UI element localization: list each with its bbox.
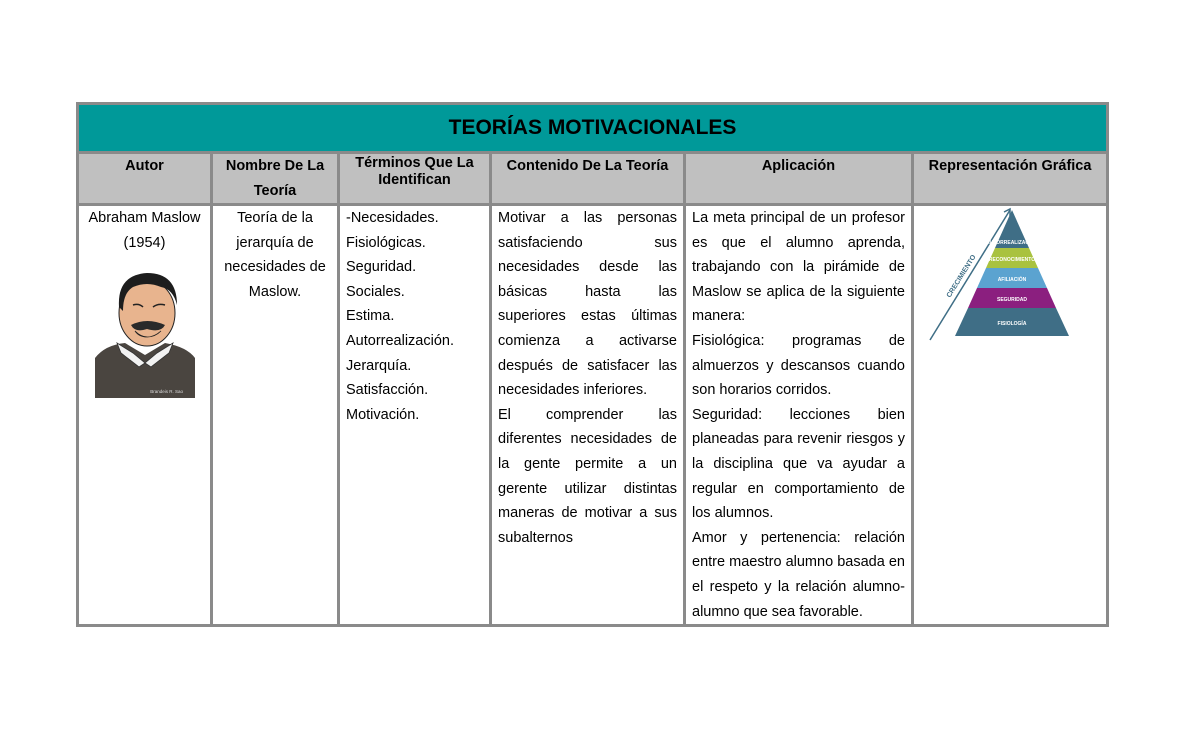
header-grafica: Representación Gráfica [913,153,1108,205]
header-contenido: Contenido De La Teoría [491,153,685,205]
theories-table [76,102,1109,627]
table-row [78,205,1108,626]
term-item: Fisiológicas. [346,234,426,251]
term-item: Satisfacción. [346,382,429,399]
header-nombre: Nombre De La Teoría [212,153,339,205]
svg-text:SEGURIDAD: SEGURIDAD [996,297,1028,303]
growth-label: CRECIMIENTO [945,253,978,300]
aplicacion-paragraph: Fisiológica: programas de almuerzos y descansos cuando son horarios corridos. [692,332,905,399]
term-item: Sociales. [346,283,405,300]
aplicacion-paragraph: La meta principal de un profesor es que el alumno aprenda, trabajando con la pirámide de Maslow se aplica de la siguiente manera: [692,210,905,325]
author-year: (1954) [123,234,166,251]
header-row [78,153,1108,205]
author-name: Abraham Maslow [88,210,201,226]
maslow-portrait-image [95,263,195,398]
term-item: Jerarquía. [346,357,412,374]
table-title: TEORÍAS MOTIVACIONALES [78,104,1108,153]
svg-text:AFILIACIÓN: AFILIACIÓN [997,277,1027,283]
maslow-pyramid-graphic [926,206,1096,346]
svg-text:RECONOCIMIENTO: RECONOCIMIENTO [988,257,1036,263]
svg-text:FISIOLOGÍA: FISIOLOGÍA [997,321,1027,327]
cell-autor [78,205,212,626]
contenido-paragraph: Motivar a las personas satisfaciendo sus necesidades desde las básicas hasta las superiores estas últimas comienza a activarse después de satisfacer las necesidades inferiores. [498,210,677,399]
term-item: Motivación. [346,406,420,423]
cell-grafica [913,205,1108,626]
aplicacion-paragraph: Seguridad: lecciones bien planeadas para revenir riesgos y la disciplina que va ayudar a regular en comportamiento de los alumnos. [692,406,905,522]
header-autor: Autor [78,153,212,205]
aplicacion-paragraph: Amor y pertenencia: relación entre maestro alumno basada en el respeto y la relación alumno-alumno que sea favorable. [692,529,905,620]
svg-text:AUTORREALIZACIÓN: AUTORREALIZACIÓN [986,240,1038,246]
cell-nombre: Teoría de la jerarquía de necesidades de Maslow. [212,205,339,626]
header-terminos: Términos Que La Identifican [339,153,491,205]
cell-contenido [491,205,685,626]
contenido-paragraph: El comprender las diferentes necesidades de la gente permite a un gerente utilizar distintas maneras de motivar a sus subalternos [498,406,677,546]
term-item: Autorrealización. [346,332,454,349]
header-aplicacion: Aplicación [685,153,913,205]
cell-aplicacion [685,205,913,626]
cell-terminos [339,205,491,626]
svg-text:Brandeis R. Sao: Brandeis R. Sao [149,389,183,395]
term-item: -Necesidades. [346,210,439,226]
term-item: Estima. [346,308,395,325]
term-item: Seguridad. [346,259,417,276]
